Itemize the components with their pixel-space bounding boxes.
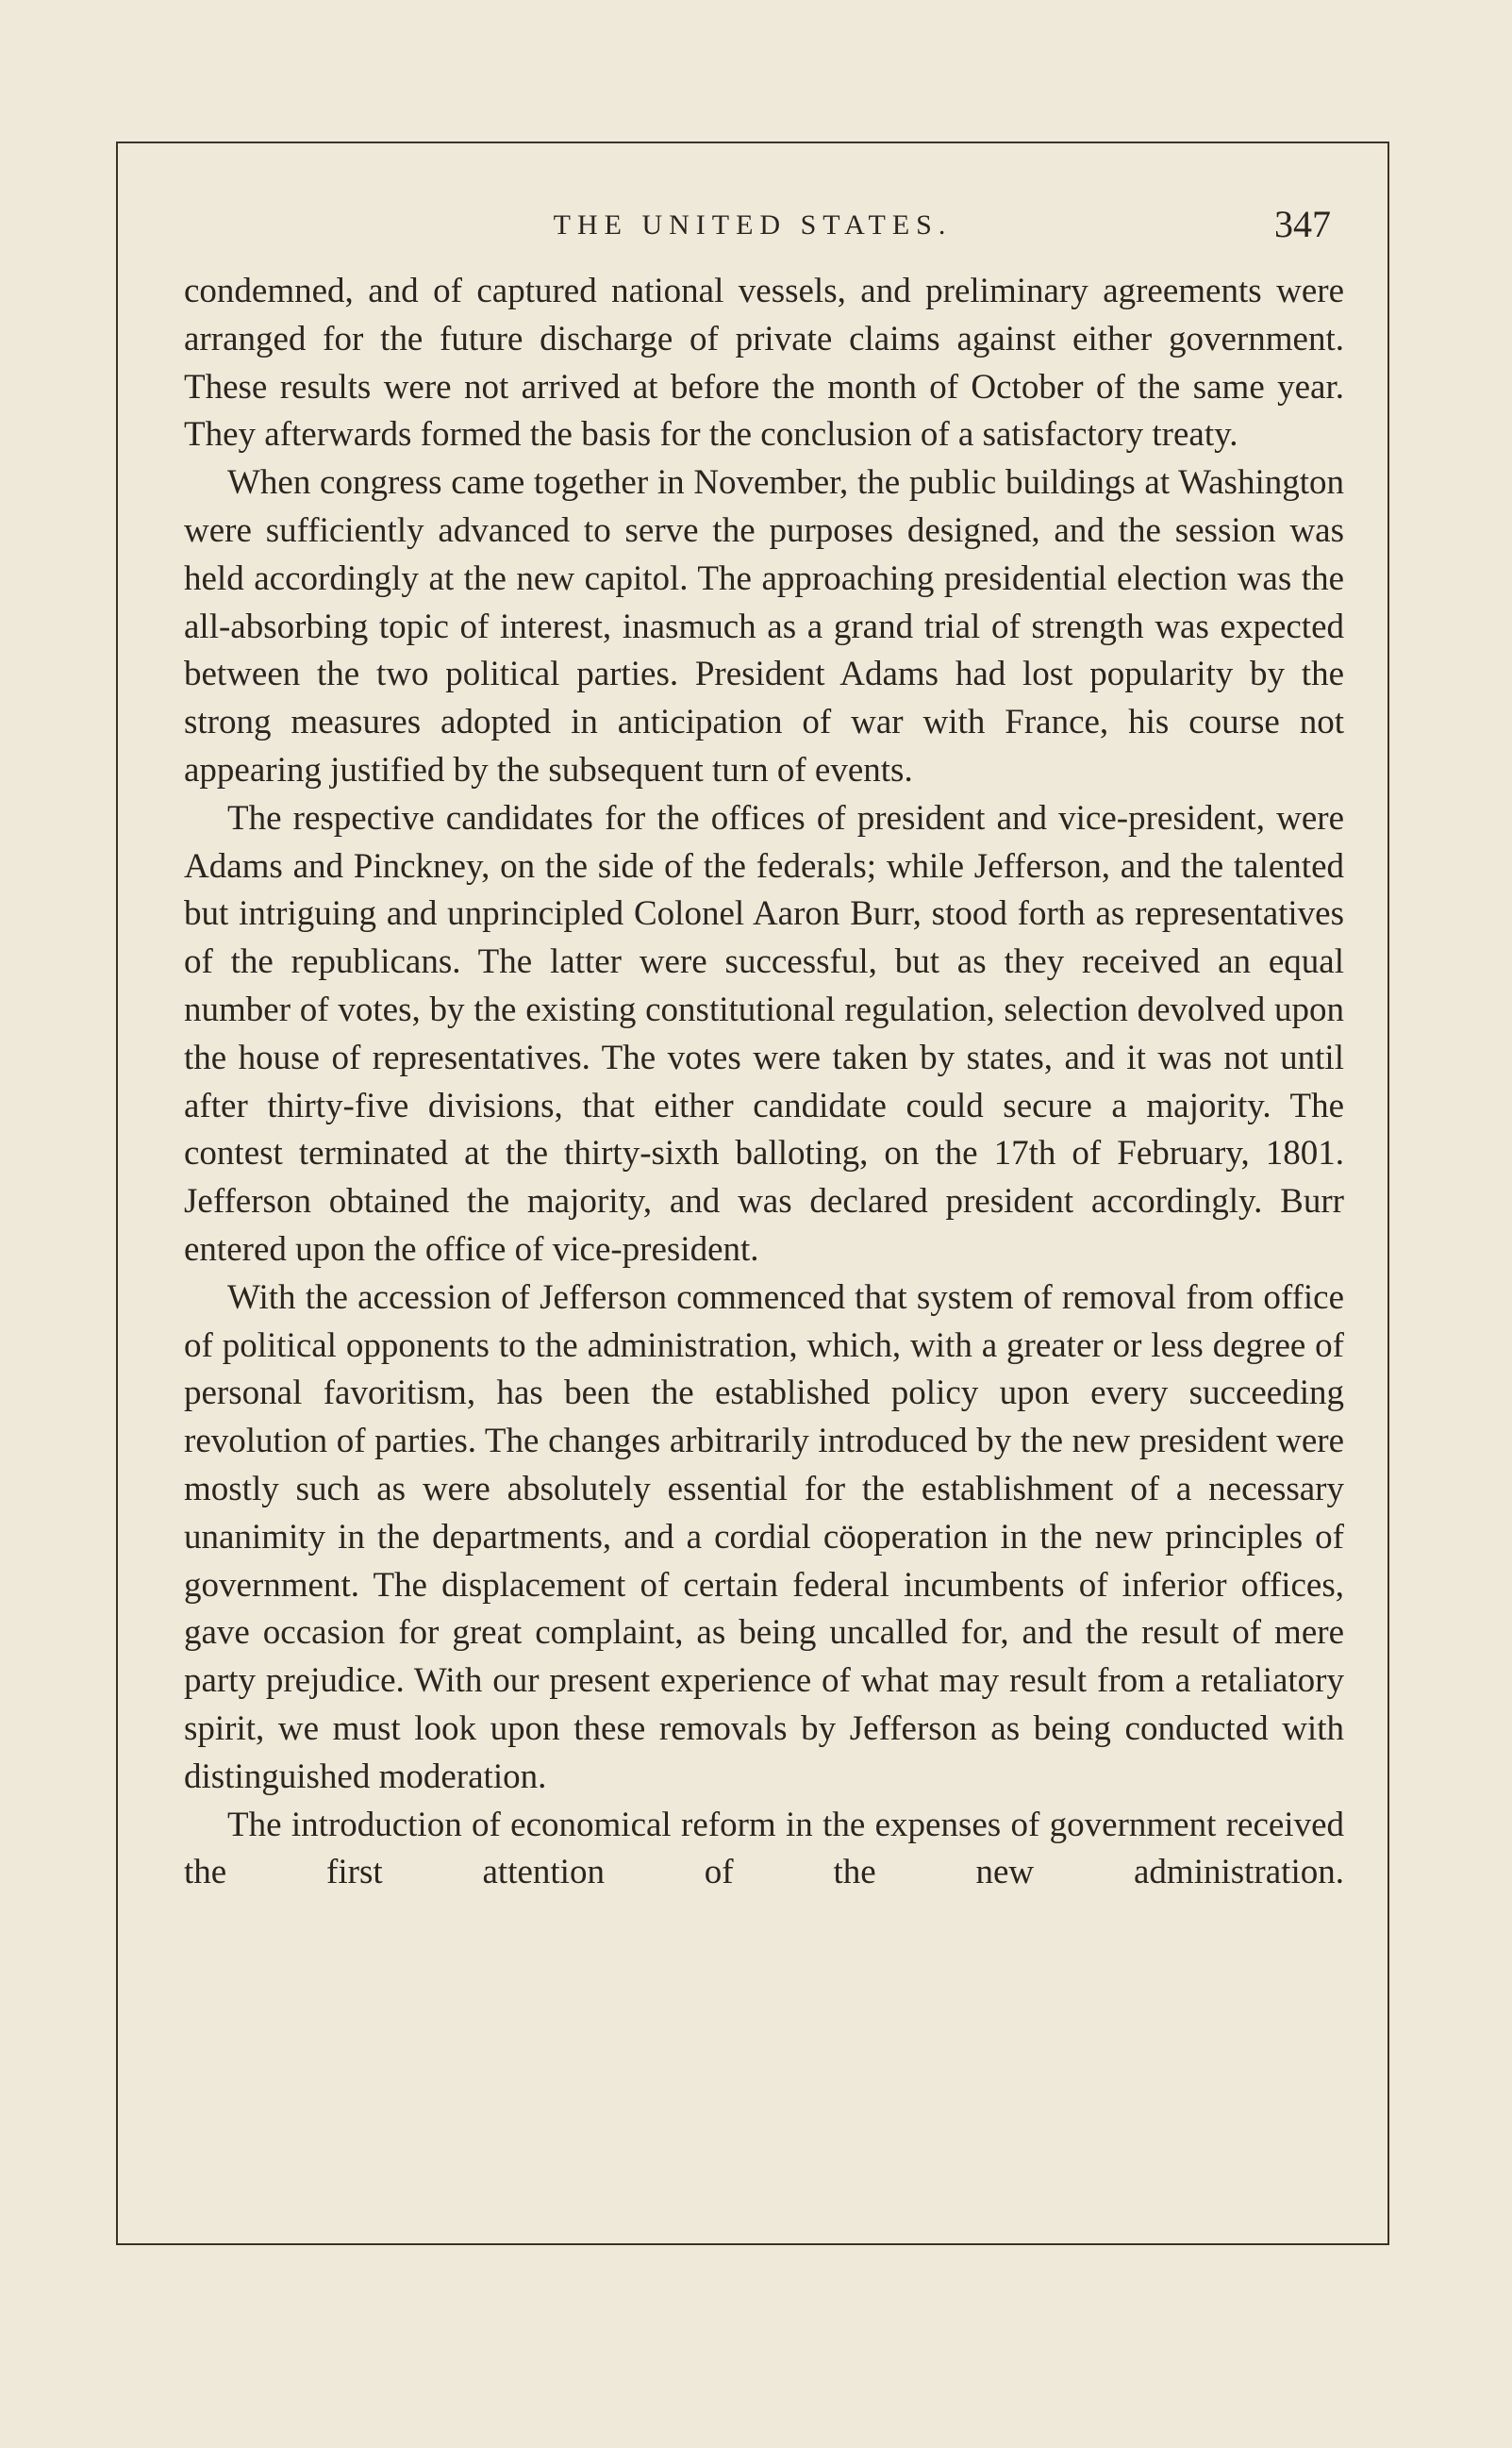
paragraph-5: The introduction of economical reform in the expenses of government received the first attention of the new administration. [184,1805,1344,1892]
page-title: THE UNITED STATES. [553,209,953,241]
page-number: 347 [1274,203,1331,245]
page-frame [116,142,1389,2245]
body-text [184,268,1344,1897]
paragraph-3: The respective candidates for the offices of president and vice-president, were Adams and Pinckney, on the side of the federals; while Jefferson, and the talented but intriguing and unprincipled Colonel Aaron Burr, stood forth as representatives of the republicans. The latter were successful, but as they received an equal number of votes, by the existing constitutional regulation, selection devolved upon the house of representatives. The votes were taken by states, and it was not until after thirty-five divisions, that either candidate could secure a majority. The contest terminated at the thirty-sixth balloting, on the 17th of February, 1801. Jefferson obtained the majority, and was declared president accordingly. Burr entered upon the office of vice-president. [184,798,1344,1269]
paragraph-2: When congress came together in November, the public buildings at Washington were sufficiently advanced to serve the purposes designed, and the session was held accordingly at the new capitol. The approaching presidential election was the all-absorbing topic of interest, inasmuch as a grand trial of strength was expected between the two political parties. President Adams had lost popularity by the strong measures adopted in anticipation of war with France, his course not appearing justified by the subsequent turn of events. [184,463,1344,790]
running-head [118,200,1387,257]
paragraph-4: With the accession of Jefferson commenced that system of removal from office of political opponents to the administration, which, with a greater or less degree of personal favoritism, has been the established policy upon every succeeding revolution of parties. The changes arbitrarily introduced by the new president were mostly such as were absolutely essential for the establishment of a necessary unanimity in the departments, and a cordial cöoperation in the new principles of government. The displacement of certain federal incumbents of inferior offices, gave occasion for great complaint, as being uncalled for, and the result of mere party prejudice. With our present experience of what may result from a retaliatory spirit, we must look upon these removals by Jefferson as being conducted with distinguished moderation. [184,1277,1344,1796]
paragraph-1: condemned, and of captured national vessels, and preliminary agreements were arranged for the future discharge of private claims against either government. These results were not arrived at before the month of October of the same year. They afterwards formed the basis for the conclusion of a satisfactory treaty. [184,272,1344,455]
